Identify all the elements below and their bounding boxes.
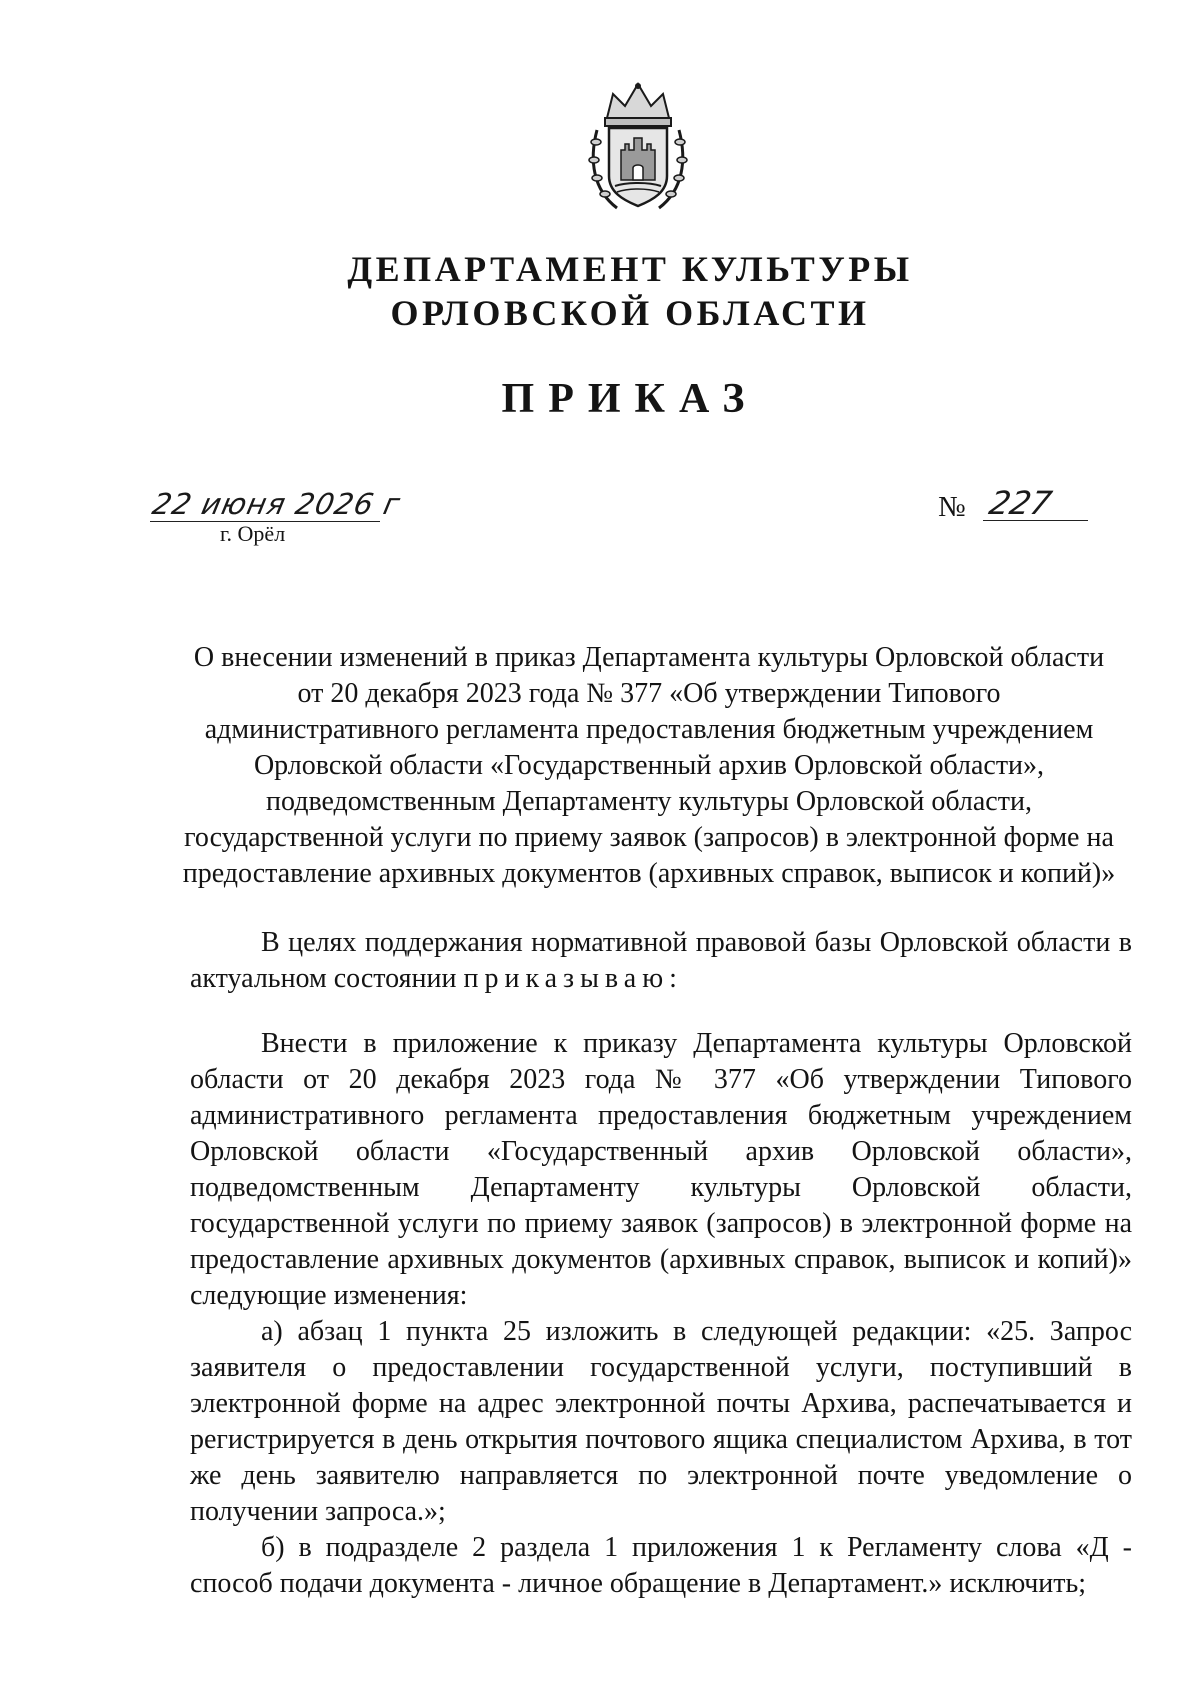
number-label: №: [938, 491, 966, 523]
orel-coat-of-arms-icon: [587, 80, 689, 214]
handwritten-number: 227: [985, 484, 1056, 522]
department-name-line2: ОРЛОВСКОЙ ОБЛАСТИ: [390, 293, 870, 333]
order-body: [190, 1026, 1132, 1602]
preamble-paragraph: [190, 925, 1132, 997]
document-type-title: ПРИКАЗ: [501, 376, 759, 422]
order-word: приказываю:: [463, 963, 683, 994]
number-underline: [983, 520, 1088, 521]
main-paragraph: Внести в приложение к приказу Департамента культуры Орловской области от 20 декабря 2023 года № 377 «Об утверждении Типового административного регламента предоставления бюджетным учреждением Орловской области «Государственный архив Орловской области», подведомственным Департаменту культуры Орловской области, государственной услуги по приему заявок (запросов) в электронной форме на предоставление архивных документов (архивных справок, выписок и копий)» следующие изменения:: [190, 1028, 1132, 1311]
department-name-line1: ДЕПАРТАМЕНТ КУЛЬТУРЫ: [347, 249, 913, 289]
item-a-paragraph: а) абзац 1 пункта 25 изложить в следующей редакции: «25. Запрос заявителя о предоставлении государственной услуги, поступивший в электронной форме на адрес электронной почты Архива, распечатывается и регистрируется в день открытия почтового ящика специалистом Архива, в тот же день заявителю направляется по электронной почте уведомление о получении запроса.»;: [190, 1316, 1132, 1527]
order-subject: О внесении изменений в приказ Департамента культуры Орловской области от 20 декабря 2023 года № 377 «Об утверждении Типового административного регламента предоставления бюджетным учреждением Орловской области «Государственный архив Орловской области», подведомственным Департаменту культуры Орловской области, государственной услуги по приему заявок (запросов) в электронной форме на предоставление архивных документов (архивных справок, выписок и копий)»: [182, 642, 1116, 889]
item-b-paragraph: б) в подразделе 2 раздела 1 приложения 1 к Регламенту слова «Д - способ подачи документа - личное обращение в Департамент.» исключить;: [190, 1532, 1132, 1599]
handwritten-date: 22 июня 2026 г: [149, 487, 404, 521]
city-label: г. Орёл: [220, 521, 286, 546]
preamble-text: В целях поддержания нормативной правовой базы Орловской области в актуальном состоянии: [190, 927, 1132, 994]
